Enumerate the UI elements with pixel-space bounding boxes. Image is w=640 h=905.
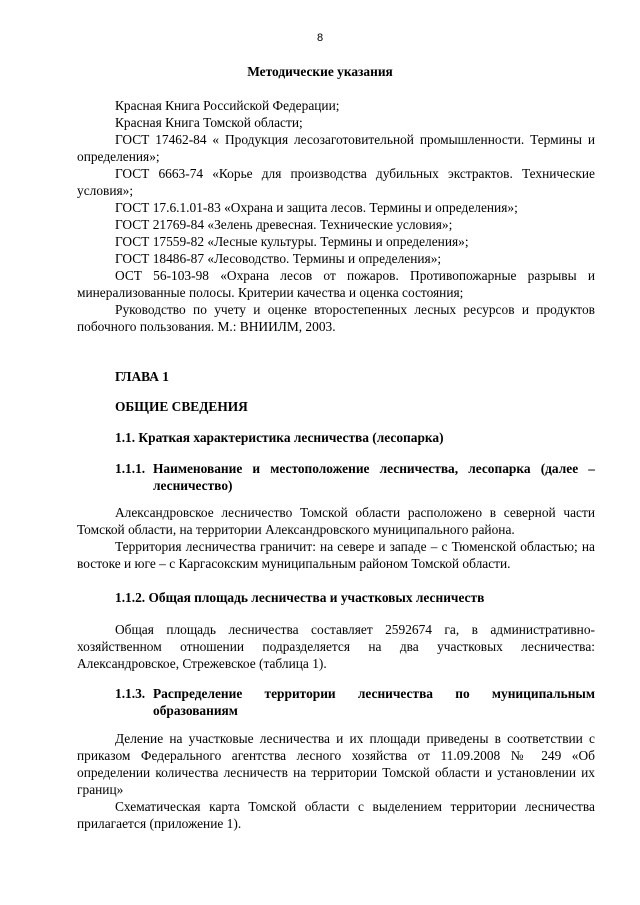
paragraph: Александровское лесничество Томской области расположено в северной части Томской области, на территории Александровского муниципального района.	[77, 505, 595, 537]
reference-item: Красная Книга Российской Федерации;	[115, 98, 340, 113]
section-1-1-3-heading	[115, 685, 595, 719]
section-1-1-1	[115, 460, 595, 494]
section-1-1-2-body	[77, 621, 595, 672]
reference-item: ГОСТ 21769-84 «Зелень древесная. Технические условия»;	[115, 217, 453, 232]
section-title: Методические указания	[247, 64, 393, 79]
reference-item: ГОСТ 18486-87 «Лесоводство. Термины и определения»;	[115, 251, 442, 266]
section-1-1-2-heading: 1.1.2. Общая площадь лесничества и участковых лесничеств	[115, 590, 485, 605]
paragraph: Территория лесничества граничит: на севере и западе – с Тюменской областью; на востоке и юге – с Каргасокским муниципальным районом Томской области.	[77, 539, 595, 571]
paragraph: Схематическая карта Томской области с выделением территории лесничества прилагается (приложение 1).	[77, 799, 595, 831]
page-number: 8	[316, 32, 324, 44]
section-heading-text: Наименование и местоположение лесничества, лесопарка (далее – лесничество)	[153, 461, 595, 493]
section-number: 1.1.1.	[115, 461, 146, 476]
section-1-1-3	[115, 685, 595, 719]
paragraph: Общая площадь лесничества составляет 2592674 га, в административно-хозяйственном отношении подразделяется на два участковых лесничества: Александровское, Стрежевское (таблица 1).	[77, 622, 595, 671]
reference-item: ГОСТ 6663-74 «Корье для производства дубильных экстрактов. Технические условия»;	[77, 166, 595, 198]
paragraph: Деление на участковые лесничества и их площади приведены в соответствии с приказом Федерального агентства лесного хозяйства от 11.09.2008 № 249 «Об определении количества лесничеств на территории Томской области и установлении их границ»	[77, 731, 595, 797]
section-1-1-3-body	[77, 730, 595, 832]
reference-item: Руководство по учету и оценке второстепенных лесных ресурсов и продуктов побочного пользования. М.: ВНИИЛМ, 2003.	[77, 302, 595, 334]
section-number: 1.1.3.	[115, 686, 146, 701]
section-1-1-heading: 1.1. Краткая характеристика лесничества (лесопарка)	[115, 430, 444, 445]
reference-item: ГОСТ 17462-84 « Продукция лесозаготовительной промышленности. Термины и определения»;	[77, 132, 595, 164]
reference-item: Красная Книга Томской области;	[115, 115, 303, 130]
reference-item: ГОСТ 17.6.1.01-83 «Охрана и защита лесов. Термины и определения»;	[115, 200, 518, 215]
chapter-label: ГЛАВА 1	[115, 369, 169, 384]
section-1-1-1-heading	[115, 460, 595, 494]
reference-list	[77, 97, 595, 335]
section-1-1-1-body	[77, 504, 595, 572]
reference-item: ГОСТ 17559-82 «Лесные культуры. Термины и определения»;	[115, 234, 469, 249]
reference-item: ОСТ 56-103-98 «Охрана лесов от пожаров. Противопожарные разрывы и минерализованные полосы. Критерии качества и оценка состояния;	[77, 268, 595, 300]
chapter-title: ОБЩИЕ СВЕДЕНИЯ	[115, 399, 248, 414]
section-heading-text: Распределение территории лесничества по муниципальным образованиям	[153, 686, 595, 718]
